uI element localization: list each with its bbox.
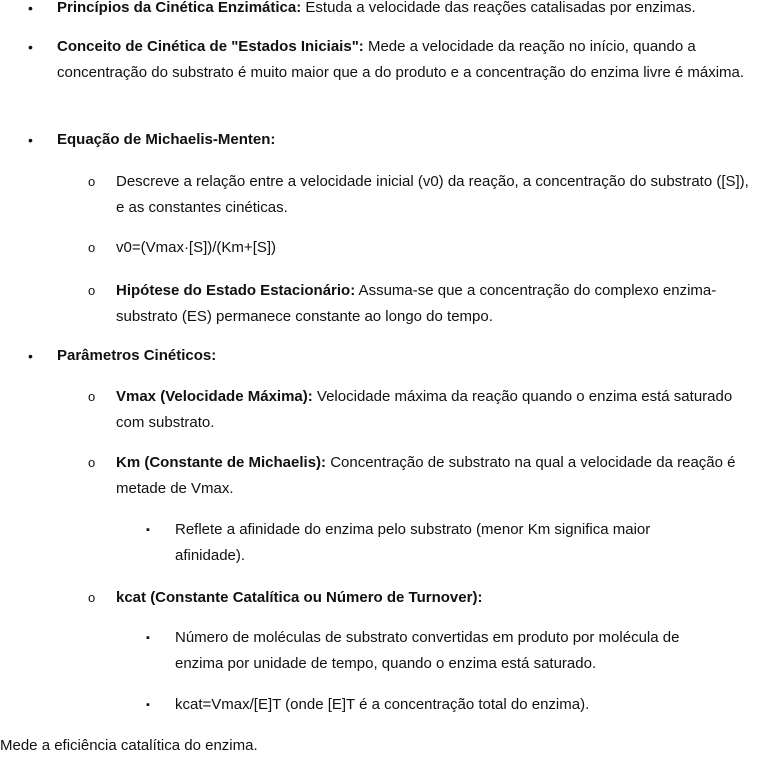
bullet-disc: • [28,0,33,16]
item-body: Concentração de substrato na qual a velocidade da reação é metade de Vmax. [116,454,736,497]
bullet-circle: o [88,174,96,189]
item-text [116,278,759,330]
item-heading: Hipótese do Estado Estacionário: [116,282,356,299]
item-text [57,127,757,153]
bullet-square: ▪ [146,632,150,644]
item-text [175,517,715,569]
bullet-disc: • [28,132,33,148]
item-heading: kcat (Constante Catalítica ou Número de Turnover): [116,589,483,606]
trailing-paragraph: Mede a eficiência catalítica do enzima. [0,737,258,754]
item-text [116,169,759,221]
item-text [116,384,759,436]
item-heading: Equação de Michaelis-Menten: [57,131,276,148]
item-body: Reflete a afinidade do enzima pelo substrato (menor Km significa maior afinidade). [175,521,651,564]
item-body: Mede a velocidade da reação no início, quando a concentração do substrato é muito maior que a do produto e a concentração do enzima livre é máxima. [57,38,745,81]
item-heading: Conceito de Cinética de "Estados Iniciais": [57,38,364,55]
bullet-disc: • [28,39,33,55]
item-text [175,692,715,718]
item-text [116,585,759,611]
bullet-disc: • [28,348,33,364]
item-body: v0=(Vmax·[S])/(Km+[S]) [116,239,277,256]
bullet-square: ▪ [146,524,150,536]
item-text [57,343,757,369]
bullet-circle: o [88,283,96,298]
item-body: Estuda a velocidade das reações catalisadas por enzimas. [301,0,696,16]
item-body: kcat=Vmax/[E]T (onde [E]T é a concentração total do enzima). [175,696,590,713]
item-text [116,235,759,261]
item-text [57,0,757,21]
item-body: Assuma-se que a concentração do complexo enzima-substrato (ES) permanece constante ao longo do tempo. [116,282,717,325]
item-text [175,625,715,677]
item-heading: Vmax (Velocidade Máxima): [116,388,313,405]
item-body: Número de moléculas de substrato convertidas em produto por molécula de enzima por unidade de tempo, quando o enzima está saturado. [175,629,680,672]
item-heading: Km (Constante de Michaelis): [116,454,327,471]
item-heading: Princípios da Cinética Enzimática: [57,0,302,16]
item-body: Descreve a relação entre a velocidade inicial (v0) da reação, a concentração do substrato ([S]), e as constantes cinéticas. [116,173,749,216]
bullet-circle: o [88,240,96,255]
bullet-square: ▪ [146,699,150,711]
item-text [116,450,759,502]
bullet-circle: o [88,590,96,605]
item-text [57,34,757,86]
item-body: Velocidade máxima da reação quando o enzima está saturado com substrato. [116,388,733,431]
bullet-circle: o [88,455,96,470]
bullet-circle: o [88,389,96,404]
item-heading: Parâmetros Cinéticos: [57,347,217,364]
